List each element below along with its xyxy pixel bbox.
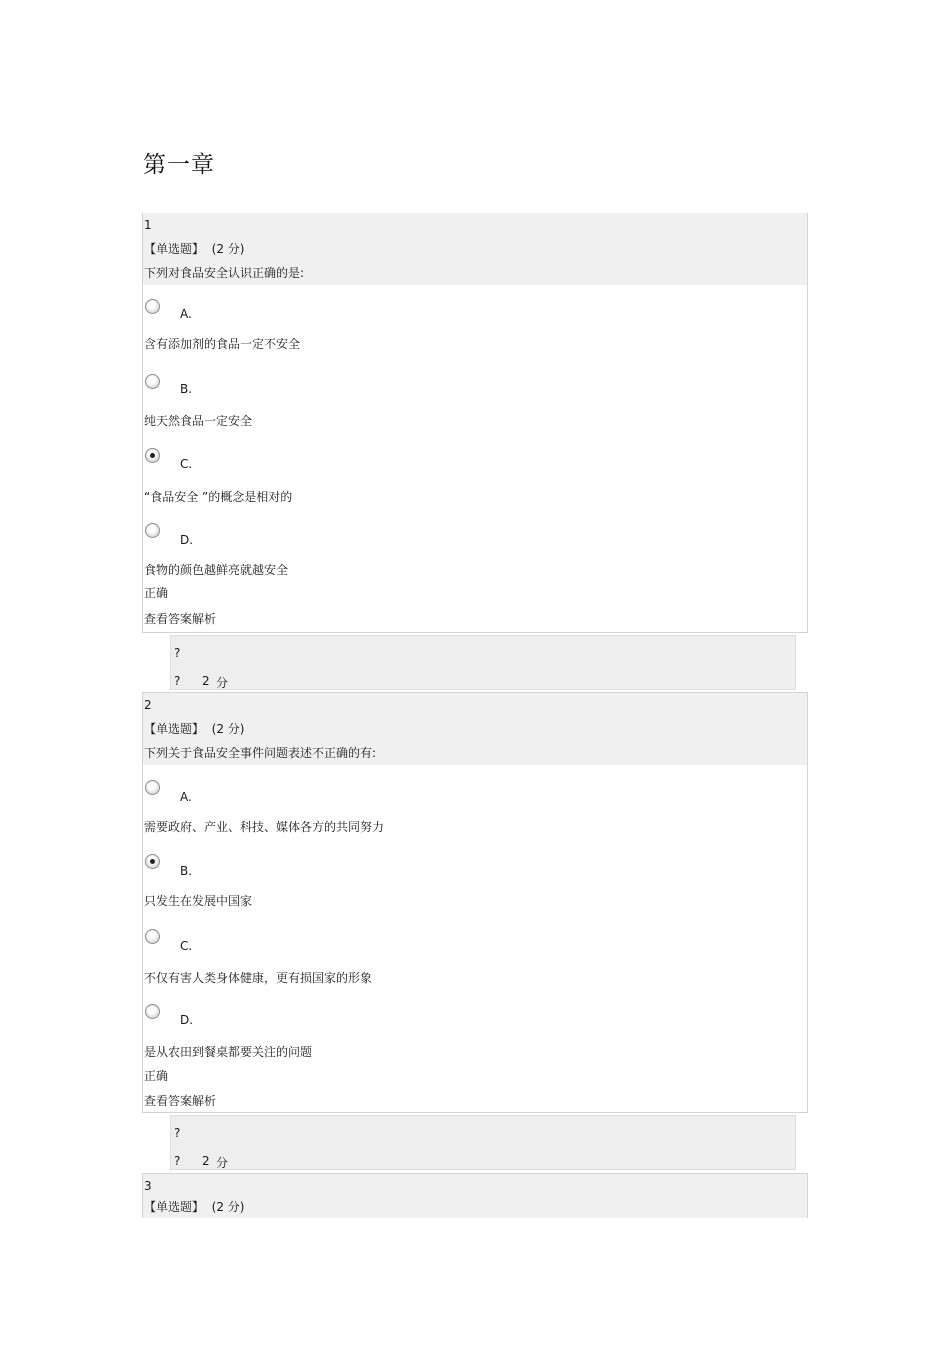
score-points: 2	[202, 1154, 210, 1168]
score-unit: 分	[216, 676, 229, 690]
option-c-letter: C.	[180, 939, 193, 953]
option-a-letter: A.	[180, 790, 192, 804]
option-c-text: 不仅有害人类身体健康，更有损国家的形象	[144, 971, 373, 985]
score-points: 2	[202, 674, 210, 688]
option-b-text: 只发生在发展中国家	[144, 894, 253, 908]
score-unit: 分	[216, 1156, 229, 1170]
score-line-2: ?	[174, 674, 181, 688]
view-answer-link[interactable]: 查看答案解析	[144, 612, 217, 626]
option-c-text: “食品安全 ”的概念是相对的	[144, 490, 293, 504]
chapter-title: 第一章	[143, 152, 215, 178]
option-c-radio[interactable]	[145, 929, 160, 944]
option-d-radio[interactable]	[145, 1004, 160, 1019]
question-header	[143, 693, 807, 765]
option-c-letter: C.	[180, 457, 193, 471]
result-label: 正确	[144, 1069, 169, 1083]
option-a-radio[interactable]	[145, 299, 160, 314]
question-card-3	[142, 1173, 808, 1218]
option-a-text: 需要政府、产业、科技、媒体各方的共同努力	[144, 820, 385, 834]
option-d-text: 是从农田到餐桌都要关注的问题	[144, 1045, 313, 1059]
option-c-radio[interactable]	[145, 448, 160, 463]
option-d-letter: D.	[180, 1013, 194, 1027]
result-label: 正确	[144, 586, 169, 600]
score-line-2: ?	[174, 1154, 181, 1168]
option-d-radio[interactable]	[145, 523, 160, 538]
question-card-1	[142, 213, 808, 633]
option-b-radio[interactable]	[145, 854, 160, 869]
option-b-letter: B.	[180, 382, 193, 396]
question-type: 【单选题】	[144, 242, 205, 256]
question-type: 【单选题】	[144, 722, 205, 736]
score-box-1	[170, 635, 796, 690]
option-d-letter: D.	[180, 533, 194, 547]
question-header	[143, 1174, 807, 1218]
question-number: 2	[144, 698, 152, 712]
question-score: (2 分)	[211, 722, 245, 736]
question-stem: 下列对食品安全认识正确的是:	[144, 266, 305, 280]
question-score: (2 分)	[211, 1200, 245, 1214]
option-a-text: 含有添加剂的食品一定不安全	[144, 337, 301, 351]
option-b-letter: B.	[180, 864, 193, 878]
option-d-text: 食物的颜色越鲜亮就越安全	[144, 563, 289, 577]
question-card-2	[142, 692, 808, 1113]
question-number: 1	[144, 218, 152, 232]
option-a-letter: A.	[180, 307, 192, 321]
score-line-1: ?	[174, 1126, 181, 1140]
score-line-1: ?	[174, 646, 181, 660]
option-b-text: 纯天然食品一定安全	[144, 414, 253, 428]
question-header	[143, 213, 807, 285]
option-b-radio[interactable]	[145, 374, 160, 389]
question-score: (2 分)	[211, 242, 245, 256]
option-a-radio[interactable]	[145, 780, 160, 795]
score-box-2	[170, 1115, 796, 1170]
question-stem: 下列关于食品安全事件问题表述不正确的有:	[144, 746, 377, 760]
view-answer-link[interactable]: 查看答案解析	[144, 1094, 217, 1108]
question-type: 【单选题】	[144, 1200, 205, 1214]
question-number: 3	[144, 1179, 152, 1193]
